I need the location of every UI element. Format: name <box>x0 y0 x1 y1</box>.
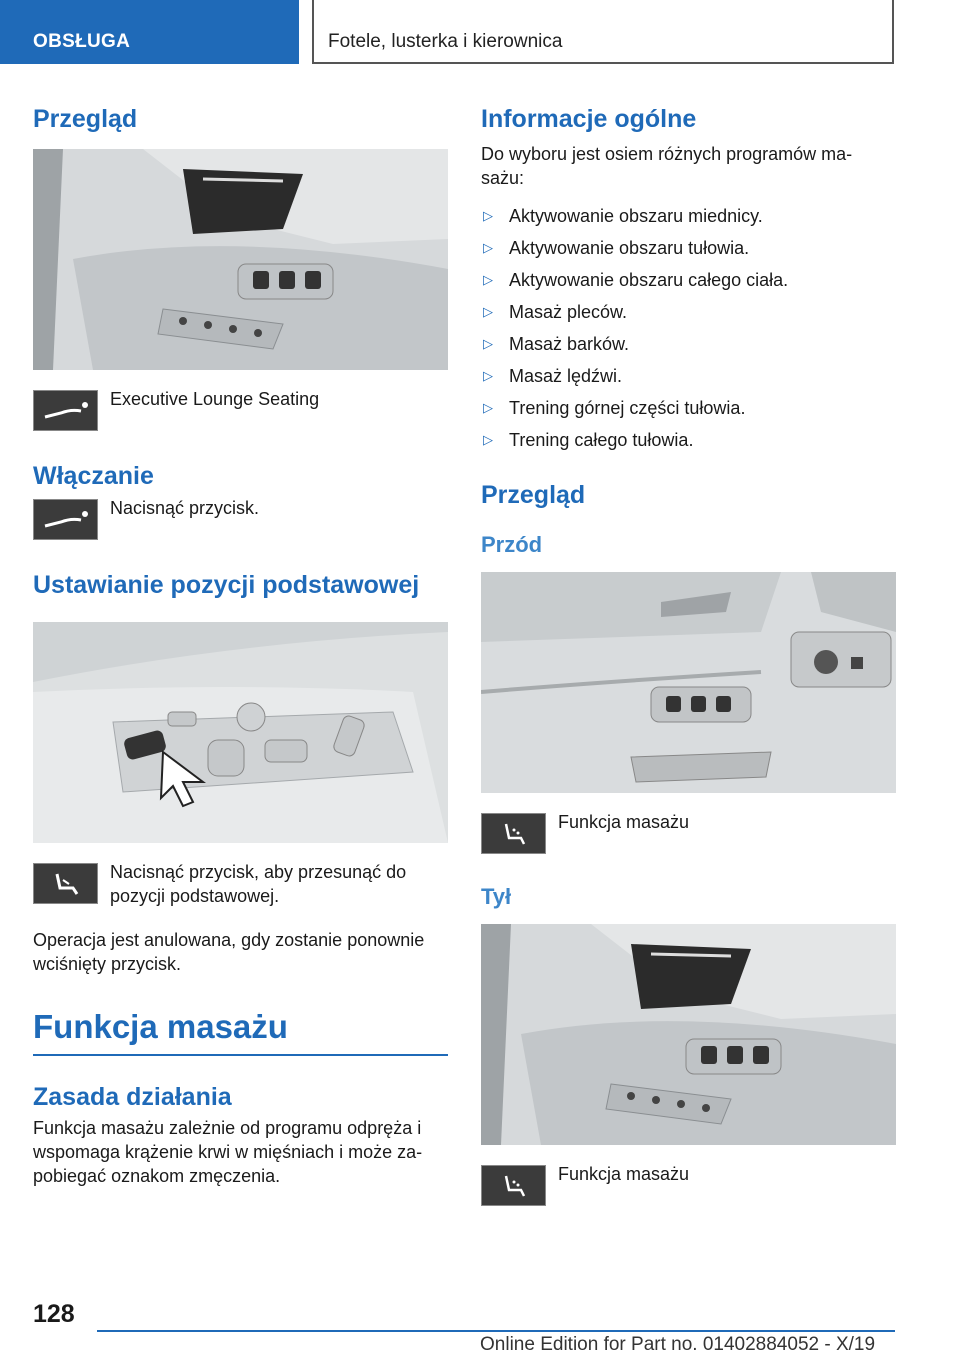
chapter-label: Fotele, lusterka i kierownica <box>328 31 563 52</box>
front-door-illustration <box>481 572 896 793</box>
list-item: ▷ Masaż lędźwi. <box>483 366 623 386</box>
rear-door-illustration <box>33 149 448 370</box>
lounge-seat-icon[interactable] <box>33 499 98 540</box>
page-number: 128 <box>33 1300 75 1328</box>
list-item: ▷ Trening górnej części tułowia. <box>483 398 746 418</box>
front-door-photo <box>481 572 896 793</box>
bullet-triangle-icon: ▷ <box>483 272 493 287</box>
right-column <box>481 100 896 1206</box>
chapter-header <box>312 0 894 64</box>
section-tab <box>0 0 299 64</box>
list-item: ▷ Aktywowanie obszaru tułowia. <box>483 238 750 258</box>
principle-paragraph <box>33 1116 448 1188</box>
front-massage-row <box>481 813 896 854</box>
massage-seat-icon[interactable] <box>481 1165 546 1206</box>
cancel-line-2: wciśnięty przycisk. <box>33 954 182 974</box>
rear-heading: Tył <box>481 884 512 909</box>
principle-heading: Zasada działania <box>33 1083 232 1111</box>
cancel-line-1: Operacja jest anulowana, gdy zostanie ponownie <box>33 930 425 950</box>
general-paragraph <box>481 142 896 190</box>
general-line-1: Do wyboru jest osiem różnych programów ma- <box>481 144 853 164</box>
caption-line-2: pozycji podstawowej. <box>110 886 280 906</box>
cancel-paragraph <box>33 928 448 976</box>
seat-reset-icon[interactable] <box>33 863 98 904</box>
front-massage-caption: Funkcja masażu <box>558 812 690 832</box>
basic-position-caption <box>110 860 406 908</box>
bullet-triangle-icon: ▷ <box>483 400 493 415</box>
edition-text: Online Edition for Part no. 01402884052 - X/19 <box>480 1334 876 1355</box>
switch-on-text: Nacisnąć przycisk. <box>110 498 260 518</box>
bullet-triangle-icon: ▷ <box>483 368 493 383</box>
section-label: OBSŁUGA <box>33 31 131 52</box>
caption-line-1: Nacisnąć przycisk, aby przesunąć do <box>110 862 407 882</box>
principle-line-3: pobiegać oznakom zmęczenia. <box>33 1166 281 1186</box>
executive-lounge-row <box>33 390 448 431</box>
bullet-triangle-icon: ▷ <box>483 432 493 447</box>
bullet-triangle-icon: ▷ <box>483 304 493 319</box>
lounge-seat-icon[interactable] <box>33 390 98 431</box>
list-item: ▷ Aktywowanie obszaru całego ciała. <box>483 270 789 290</box>
massage-heading: Funkcja masażu <box>33 1008 448 1056</box>
overview-right-heading: Przegląd <box>481 481 586 509</box>
bullet-triangle-icon: ▷ <box>483 208 493 223</box>
bullet-triangle-icon: ▷ <box>483 240 493 255</box>
list-item: ▷ Masaż barków. <box>483 334 630 354</box>
overview-heading: Przegląd <box>33 105 138 133</box>
general-heading: Informacje ogólne <box>481 105 697 133</box>
rear-door-photo <box>33 149 448 370</box>
seat-controls-illustration <box>33 622 448 843</box>
general-line-2: sażu: <box>481 168 525 188</box>
basic-position-heading: Ustawianie pozycji podstawowej <box>33 571 420 599</box>
basic-position-row <box>33 863 448 908</box>
list-item: ▷ Aktywowanie obszaru miednicy. <box>483 206 763 226</box>
footer-divider <box>97 1330 895 1332</box>
rear-seat-door-photo <box>481 924 896 1145</box>
switch-on-heading: Włączanie <box>33 462 154 490</box>
program-list <box>481 204 896 460</box>
rear-seat-door-illustration <box>481 924 896 1145</box>
principle-line-2: wspomaga krążenie krwi w mięśniach i może za- <box>33 1142 423 1162</box>
executive-lounge-caption: Executive Lounge Seating <box>110 389 320 409</box>
bullet-triangle-icon: ▷ <box>483 336 493 351</box>
list-item: ▷ Masaż pleców. <box>483 302 628 322</box>
rear-massage-caption: Funkcja masażu <box>558 1164 690 1184</box>
switch-on-row <box>33 499 448 540</box>
seat-controls-photo <box>33 622 448 843</box>
list-item: ▷ Trening całego tułowia. <box>483 430 694 450</box>
left-column <box>33 100 448 1188</box>
front-heading: Przód <box>481 532 543 557</box>
massage-seat-icon[interactable] <box>481 813 546 854</box>
principle-line-1: Funkcja masażu zależnie od programu odpręża i <box>33 1118 422 1138</box>
rear-massage-row <box>481 1165 896 1206</box>
